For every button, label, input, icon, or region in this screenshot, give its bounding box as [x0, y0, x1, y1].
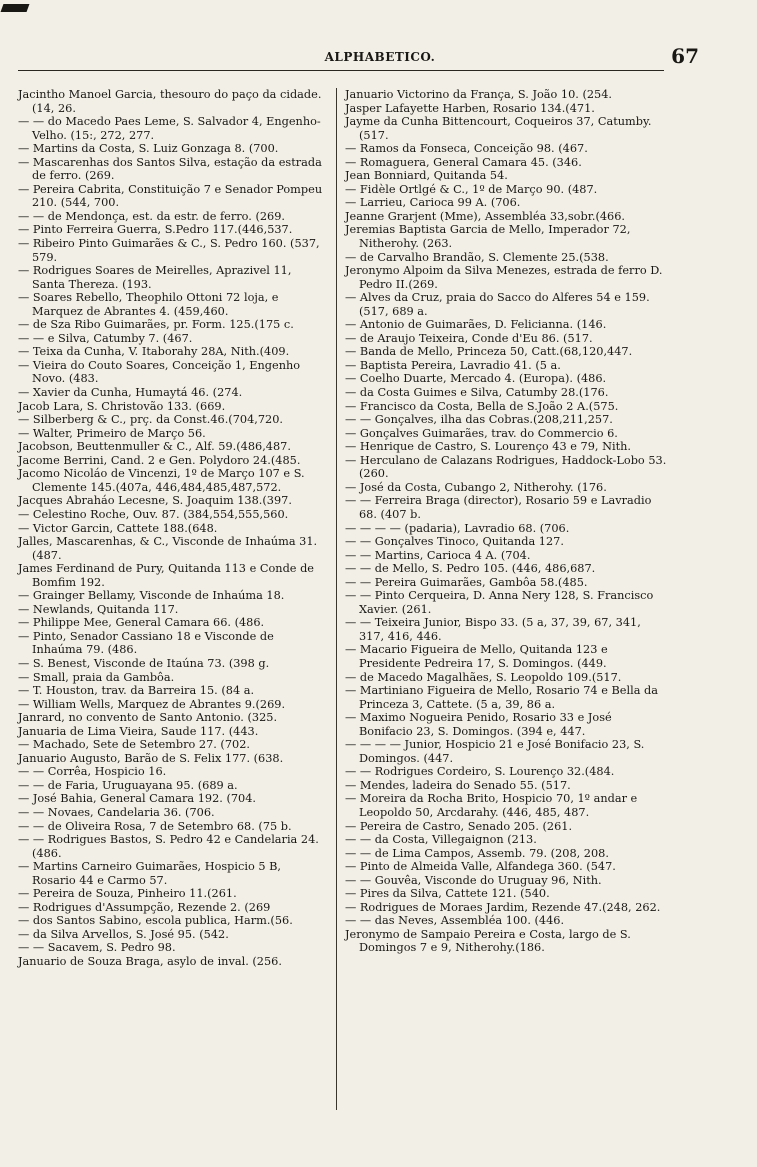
header-rule: [18, 70, 664, 71]
directory-entry: — — das Neves, Assembléa 100. (446.: [345, 914, 565, 928]
directory-entry: — — de Mendonça, est. da estr. de ferro. (269.: [18, 209, 286, 223]
directory-entry: — Francisco da Costa, Bella de S.João 2 A.(575.: [345, 399, 619, 413]
directory-entry: — Pereira de Souza, Pinheiro 11.(261.: [18, 887, 237, 901]
directory-entry: — — de Faria, Uruguayana 95. (689 a.: [18, 778, 238, 792]
directory-entry: — Macario Figueira de Mello, Quitanda 123 e Presidente Pedreira 17, S. Domingos. (449.: [345, 643, 608, 670]
directory-entry: — — Ferreira Braga (director), Rosario 59 e Lavradio 68. (407 b.: [345, 494, 652, 521]
directory-entry: — William Wells, Marquez de Abrantes 9.(269.: [18, 697, 286, 711]
directory-entry: — — Teixeira Junior, Bispo 33. (5 a, 37, 39, 67, 341, 317, 416, 446.: [345, 616, 641, 643]
directory-entry: — — Pereira Guimarães, Gambôa 58.(485.: [345, 575, 588, 589]
directory-entry: — Romaguera, General Camara 45. (346.: [345, 155, 582, 169]
directory-entry: — Victor Garcin, Cattete 188.(648.: [18, 521, 218, 535]
directory-entry: Jeronymo Alpoim da Silva Menezes, estrada de ferro D. Pedro II.(269.: [345, 264, 663, 291]
directory-entry: — Machado, Sete de Setembro 27. (702.: [18, 738, 250, 752]
directory-entry: — — Rodrigues Cordeiro, S. Lourenço 32.(484.: [345, 765, 615, 779]
directory-entry: Januario Victorino da França, S. João 10. (254.: [345, 88, 613, 101]
directory-entry: — Vieira do Couto Soares, Conceição 1, Engenho Novo. (483.: [18, 358, 301, 386]
directory-entry: James Ferdinand de Pury, Quitanda 113 e Conde de Bomfim 192.: [18, 562, 314, 589]
directory-entry: — de Araujo Teixeira, Conde d'Eu 86. (517.: [345, 331, 593, 345]
directory-entry: — — Rodrigues Bastos, S. Pedro 42 e Candelaria 24. (486.: [18, 833, 319, 860]
directory-entry: — Small, praia da Gambôa.: [18, 670, 175, 684]
directory-entry: Jeanne Grarjent (Mme), Assembléa 33,sobr.(466.: [345, 209, 626, 223]
directory-entry: — Maximo Nogueira Penido, Rosario 33 e José Bonifacio 23, S. Domingos. (394 e, 447.: [345, 711, 612, 738]
directory-entry: — Newlands, Quitanda 117.: [18, 602, 179, 616]
directory-entry: Januaria de Lima Vieira, Saude 117. (443.: [18, 724, 259, 738]
directory-entry: — de Macedo Magalhães, S. Leopoldo 109.(517.: [345, 670, 622, 684]
directory-entry: — — do Macedo Paes Leme, S. Salvador 4, Engenho-Velho. (15:, 272, 277.: [18, 115, 321, 142]
directory-entry: — Ribeiro Pinto Guimarães & C., S. Pedro 160. (537, 579.: [18, 237, 320, 264]
directory-entry: — Celestino Roche, Ouv. 87. (384,554,555,560.: [18, 507, 289, 521]
column-divider: [336, 88, 337, 1110]
directory-entry: — Pinto Ferreira Guerra, S.Pedro 117.(446,537.: [18, 223, 293, 237]
directory-entry: — — de Lima Campos, Assemb. 79. (208, 208.: [345, 846, 609, 860]
directory-entry: Jeremias Baptista Garcia de Mello, Imperador 72, Nitherohy. (263.: [345, 223, 631, 251]
directory-entry: — — de Mello, S. Pedro 105. (446, 486,687.: [345, 562, 596, 576]
directory-entry: — de Sza Ribo Guimarães, pr. Form. 125.(175 c.: [18, 318, 294, 332]
directory-entry: — José da Costa, Cubango 2, Nitherohy. (176.: [345, 480, 607, 494]
directory-entry: — de Carvalho Brandão, S. Clemente 25.(538.: [345, 250, 609, 264]
directory-entry: — Larrieu, Carioca 99 A. (706.: [345, 196, 521, 210]
directory-entry: — Fidèle Ortlgé & C., 1º de Março 90. (487.: [345, 182, 598, 196]
directory-entry: Jeronymo de Sampaio Pereira e Costa, largo de S. Domingos 7 e 9, Nitherohy.(186.: [345, 927, 631, 955]
directory-entry: — — Martins, Carioca 4 A. (704.: [345, 548, 531, 562]
directory-entry: — Martins Carneiro Guimarães, Hospicio 5 B, Rosario 44 e Carmo 57.: [18, 860, 282, 887]
directory-entry: — Pinto de Almeida Valle, Alfandega 360. (547.: [345, 860, 616, 874]
running-title: ALPHABETICO.: [324, 50, 436, 64]
directory-entry: — José Bahia, General Camara 192. (704.: [18, 792, 257, 806]
corner-ink-mark: [1, 4, 30, 12]
directory-entry: — — Gonçalves, ilha das Cobras.(208,211,257.: [345, 413, 613, 427]
page-number: 67: [671, 44, 699, 68]
directory-entry: — — Gonçalves Tinoco, Quitanda 127.: [345, 535, 564, 549]
directory-entry: — da Silva Arvellos, S. José 95. (542.: [18, 927, 229, 941]
directory-entry: — Martiniano Figueira de Mello, Rosario 74 e Bella da Princeza 3, Cattete. (5 a, 39, 86 a.: [345, 684, 658, 711]
directory-entry: — Herculano de Calazans Rodrigues, Haddock-Lobo 53. (260.: [345, 453, 667, 481]
directory-entry: — — Gouvêa, Visconde do Uruguay 96, Nith.: [345, 873, 602, 887]
directory-entry: — Pires da Silva, Cattete 121. (540.: [345, 887, 550, 901]
directory-entry: — Soares Rebello, Theophilo Ottoni 72 loja, e Marquez de Abrantes 4. (459,460.: [18, 291, 279, 318]
directory-entry: — Coelho Duarte, Mercado 4. (Europa). (486.: [345, 372, 607, 386]
directory-entry: Januario de Souza Braga, asylo de inval. (256.: [18, 955, 282, 968]
directory-entry: — dos Santos Sabino, escola publica, Harm.(56.: [18, 914, 293, 928]
directory-entry: Januario Augusto, Barão de S. Felix 177. (638.: [18, 751, 284, 765]
directory-entry: Jalles, Mascarenhas, & C., Visconde de Inhaúma 31. (487.: [18, 535, 318, 562]
directory-entry: — Mascarenhas dos Santos Silva, estação da estrada de ferro. (269.: [18, 155, 322, 183]
directory-entry: — — e Silva, Catumby 7. (467.: [18, 331, 193, 345]
directory-entry: — Banda de Mello, Princeza 50, Catt.(68,120,447.: [345, 345, 633, 359]
page-header: [0, 46, 757, 68]
directory-entry: Jacintho Manoel Garcia, thesouro do paço da cidade. (14, 26.: [18, 88, 322, 115]
directory-entry: — — Pinto Cerqueira, D. Anna Nery 128, S. Francisco Xavier. (261.: [345, 589, 654, 616]
directory-entry: Janrard, no convento de Santo Antonio. (325.: [18, 711, 278, 725]
directory-entry: — — Novaes, Candelaria 36. (706.: [18, 805, 215, 819]
left-column: [18, 88, 326, 969]
directory-entry: — Rodrigues Soares de Meirelles, Aprazivel 11, Santa Thereza. (193.: [18, 264, 292, 291]
directory-entry: — Martins da Costa, S. Luiz Gonzaga 8. (700.: [18, 142, 279, 156]
directory-entry: — — Corrêa, Hospicio 16.: [18, 765, 167, 779]
right-column: [345, 88, 667, 955]
directory-entry: — Pereira Cabrita, Constituição 7 e Senador Pompeu 210. (544, 700.: [18, 182, 323, 210]
directory-entry: — Ramos da Fonseca, Conceição 98. (467.: [345, 142, 588, 156]
directory-entry: Jacomo Nicoláo de Vincenzi, 1º de Março 107 e S. Clemente 145.(407a, 446,484,485,487,572.: [18, 467, 305, 494]
directory-entry: — Grainger Bellamy, Visconde de Inhaúma 18.: [18, 589, 285, 603]
directory-entry: — Silberberg & C., prç. da Const.46.(704,720.: [18, 413, 283, 427]
directory-entry: — T. Houston, trav. da Barreira 15. (84 a.: [18, 684, 255, 698]
directory-entry: — Henrique de Castro, S. Lourenço 43 e 79, Nith.: [345, 440, 631, 454]
directory-entry: — da Costa Guimes e Silva, Catumby 28.(176.: [345, 386, 609, 400]
directory-entry: Jasper Lafayette Harben, Rosario 134.(471.: [345, 101, 595, 115]
directory-entry: — Teixa da Cunha, V. Itaborahy 28A, Nith.(409.: [18, 345, 290, 359]
directory-entry: — Walter, Primeiro de Março 56.: [18, 426, 206, 440]
directory-entry: — Gonçalves Guimarães, trav. do Commercio 6.: [345, 426, 618, 440]
directory-entry: — — de Oliveira Rosa, 7 de Setembro 68. (75 b.: [18, 819, 292, 833]
directory-entry: — Rodrigues de Moraes Jardim, Rezende 47.(248, 262.: [345, 900, 661, 914]
directory-entry: Jacome Berrini, Cand. 2 e Gen. Polydoro 24.(485.: [18, 453, 301, 467]
directory-entry: — Pereira de Castro, Senado 205. (261.: [345, 819, 573, 833]
directory-entry: — Antonio de Guimarães, D. Felicianna. (146.: [345, 318, 607, 332]
directory-entry: — Philippe Mee, General Camara 66. (486.: [18, 616, 265, 630]
directory-entry: — — da Costa, Villegaignon (213.: [345, 833, 537, 847]
directory-entry: — — — — Junior, Hospicio 21 e José Bonifacio 23, S. Domingos. (447.: [345, 738, 645, 765]
directory-entry: — — Sacavem, S. Pedro 98.: [18, 941, 176, 955]
directory-entry: — Alves da Cruz, praia do Sacco do Alferes 54 e 159. (517, 689 a.: [345, 291, 650, 318]
directory-entry: — Pinto, Senador Cassiano 18 e Visconde de Inhaúma 79. (486.: [18, 629, 274, 657]
directory-entry: Jacob Lara, S. Christovão 133. (669.: [18, 399, 226, 413]
directory-entry: Jayme da Cunha Bittencourt, Coqueiros 37, Catumby. (517.: [345, 115, 652, 142]
directory-entry: Jean Bonniard, Quitanda 54.: [345, 169, 508, 183]
directory-entry: — Rodrigues d'Assumpção, Rezende 2. (269: [18, 900, 271, 914]
directory-entry: — Mendes, ladeira do Senado 55. (517.: [345, 778, 571, 792]
directory-entry: — Moreira da Rocha Brito, Hospicio 70, 1º andar e Leopoldo 50, Arcdarahy. (446, 485, 487.: [345, 792, 638, 819]
directory-entry: — — — — (padaria), Lavradio 68. (706.: [345, 521, 570, 535]
directory-entry: — S. Benest, Visconde de Itaúna 73. (398 g.: [18, 656, 270, 670]
directory-entry: Jacobson, Beuttenmuller & C., Alf. 59.(486,487.: [18, 440, 291, 454]
directory-entry: — Baptista Pereira, Lavradio 41. (5 a.: [345, 358, 561, 372]
directory-entry: Jacques Abraháo Lecesne, S. Joaquim 138.(397.: [18, 494, 292, 508]
directory-entry: — Xavier da Cunha, Humaytá 46. (274.: [18, 386, 243, 400]
